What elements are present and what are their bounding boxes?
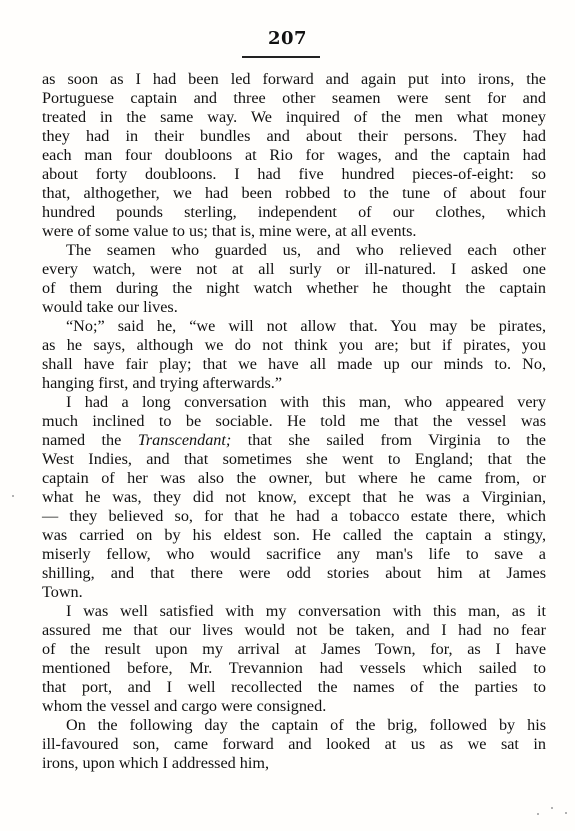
text-line: that port, and I well recollected the names of the parties to	[42, 678, 546, 696]
page-number: 207	[267, 28, 308, 49]
text-line: of them during the night watch whether he thought the captain	[42, 279, 546, 297]
page-speck	[565, 812, 567, 814]
text-line: about forty doubloons. I had five hundred pieces-of-eight: so	[42, 165, 546, 183]
text-line: “No;” said he, “we will not allow that. You may be pirates,	[66, 317, 546, 335]
text-line-part: that she sailed from Virginia to the	[231, 431, 546, 449]
text-line: I had a long conversation with this man, who appeared very	[66, 393, 546, 411]
text-line: much inclined to be sociable. He told me that the vessel was	[42, 412, 546, 430]
ship-name: Transcendant;	[137, 431, 232, 449]
text-line: The seamen who guarded us, and who relieved each other	[66, 241, 546, 259]
text-line: miserly fellow, who would sacrifice any man's life to save a	[42, 545, 546, 563]
text-line: mentioned before, Mr. Trevannion had vessels which sailed to	[42, 659, 546, 677]
text-line: that, althogether, we had been robbed to the tune of about four	[42, 184, 546, 202]
text-line: they had in their bundles and about their persons. They had	[42, 127, 546, 145]
text-line: each man four doubloons at Rio for wages, and the captain had	[42, 146, 546, 164]
text-line: was carried on by his eldest son. He called the captain a stingy,	[42, 526, 546, 544]
text-line: of the result upon my arrival at James Town, for, as I have	[42, 640, 546, 658]
text-line: hundred pounds sterling, independent of our clothes, which	[42, 203, 546, 221]
text-line: shall have fair play; that we have all made up our minds to. No,	[42, 355, 546, 373]
text-line: were of some value to us; that is, mine were, at all events.	[42, 222, 417, 240]
text-line: — they believed so, for that he had a tobacco estate there, which	[42, 507, 546, 525]
text-line: Portuguese captain and three other seamen were sent for and	[42, 89, 546, 107]
text-line	[42, 431, 546, 450]
text-line: what he was, they did not know, except that he was a Virginian,	[42, 488, 546, 506]
body-text	[42, 70, 546, 773]
header-rule	[242, 56, 320, 58]
text-line: hanging first, and trying afterwards.”	[42, 374, 283, 392]
text-line: irons, upon which I addressed him,	[42, 754, 270, 772]
text-line: as he says, although we do not think you are; but if pirates, you	[42, 336, 546, 354]
text-line: would take our lives.	[42, 298, 178, 316]
text-line: Town.	[42, 583, 83, 601]
text-line: captain of her was also the owner, but where he came from, or	[42, 469, 546, 487]
page-speck	[551, 807, 553, 809]
text-line: assured me that our lives would not be taken, and I had no fear	[42, 621, 546, 639]
text-line: I was well satisfied with my conversation with this man, as it	[66, 602, 546, 620]
text-line: shilling, and that there were odd stories about him at James	[42, 564, 546, 582]
page-speck	[537, 813, 539, 815]
text-line: West Indies, and that sometimes she went to England; that the	[42, 450, 546, 468]
text-line: ill-favoured son, came forward and looked at us as we sat in	[42, 735, 546, 753]
text-line: treated in the same way. We inquired of the men what money	[42, 108, 546, 126]
text-line-part: named the	[42, 431, 138, 449]
text-line: as soon as I had been led forward and again put into irons, the	[42, 70, 546, 88]
page-speck	[12, 495, 14, 497]
text-line: every watch, were not at all surly or ill-natured. I asked one	[42, 260, 546, 278]
text-line: whom the vessel and cargo were consigned.	[42, 697, 327, 715]
text-line: On the following day the captain of the brig, followed by his	[66, 716, 546, 734]
